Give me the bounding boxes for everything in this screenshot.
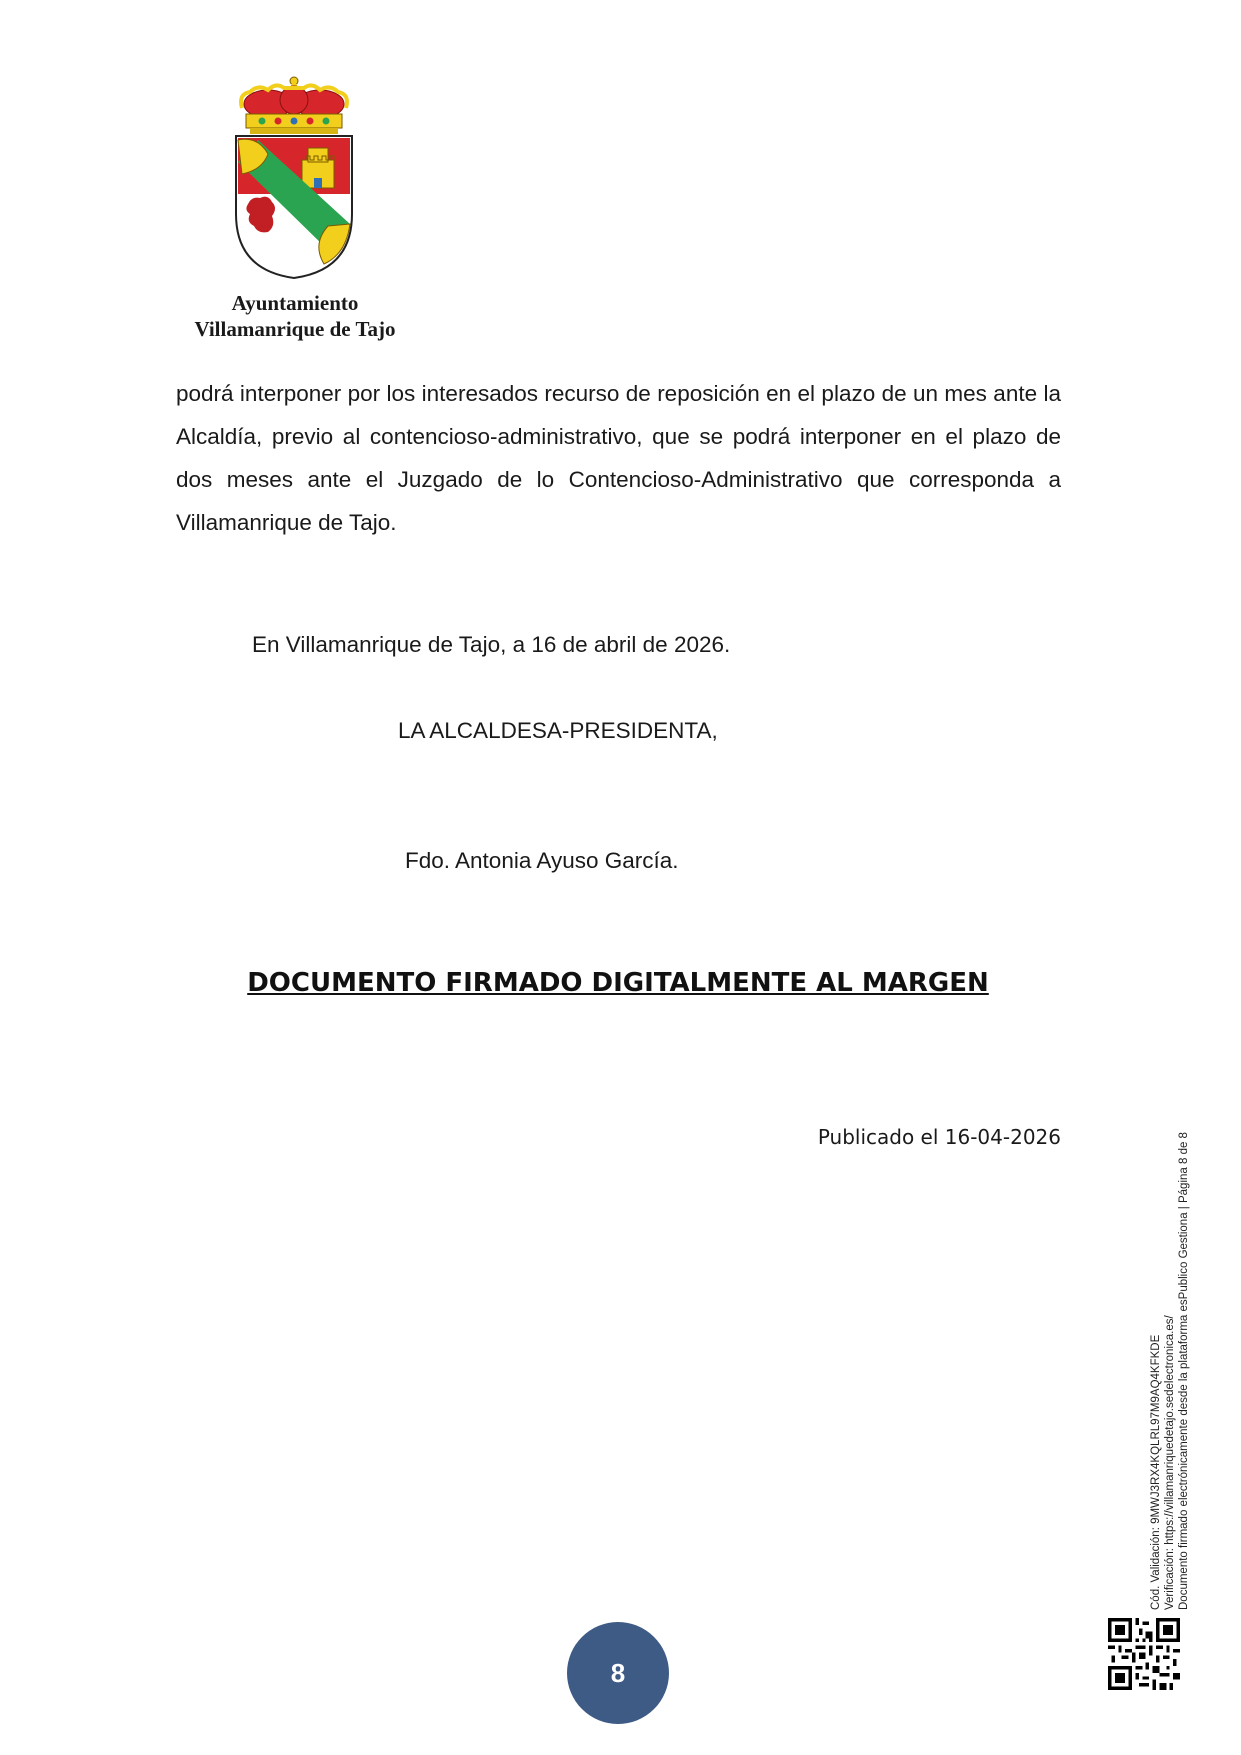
- signer-name: Fdo. Antonia Ayuso García.: [405, 848, 679, 873]
- signer-role: LA ALCALDESA-PRESIDENTA,: [398, 718, 718, 743]
- digital-signature-notice: DOCUMENTO FIRMADO DIGITALMENTE AL MARGEN: [247, 968, 989, 998]
- body-paragraph: podrá interponer por los interesados recurso de reposición en el plazo de un mes ante la Alcaldía, previo al contencioso-administrativo, que se podrá interponer en el plazo de dos meses ante el Juzgado de lo Contencioso-Administrativo que corresponda a Villamanrique de Tajo.: [176, 381, 1061, 535]
- signature-platform-note: Documento firmado electrónicamente desde la plataforma esPublico Gestiona | Página 8 de 8: [1178, 1132, 1190, 1610]
- verification-url[interactable]: Verificación: https://villamanriquedetajo.sedelectronica.es/: [1164, 1315, 1176, 1610]
- org-line-2: Villamanrique de Tajo: [194, 317, 396, 341]
- qr-code-icon[interactable]: [1108, 1618, 1180, 1690]
- validation-margin: [1140, 1090, 1200, 1610]
- org-line-1: Ayuntamiento: [231, 291, 359, 315]
- coat-of-arms-icon: [228, 74, 360, 284]
- organization-name: [160, 290, 430, 342]
- validation-code: Cód. Validación: 9MWJ3RX4KQLRL97M9AQ4KFKDE: [1150, 1334, 1162, 1610]
- date-line: En Villamanrique de Tajo, a 16 de abril de 2026.: [252, 632, 731, 657]
- publication-date: Publicado el 16-04-2026: [817, 1125, 1061, 1149]
- page-number-badge: 8: [567, 1622, 669, 1724]
